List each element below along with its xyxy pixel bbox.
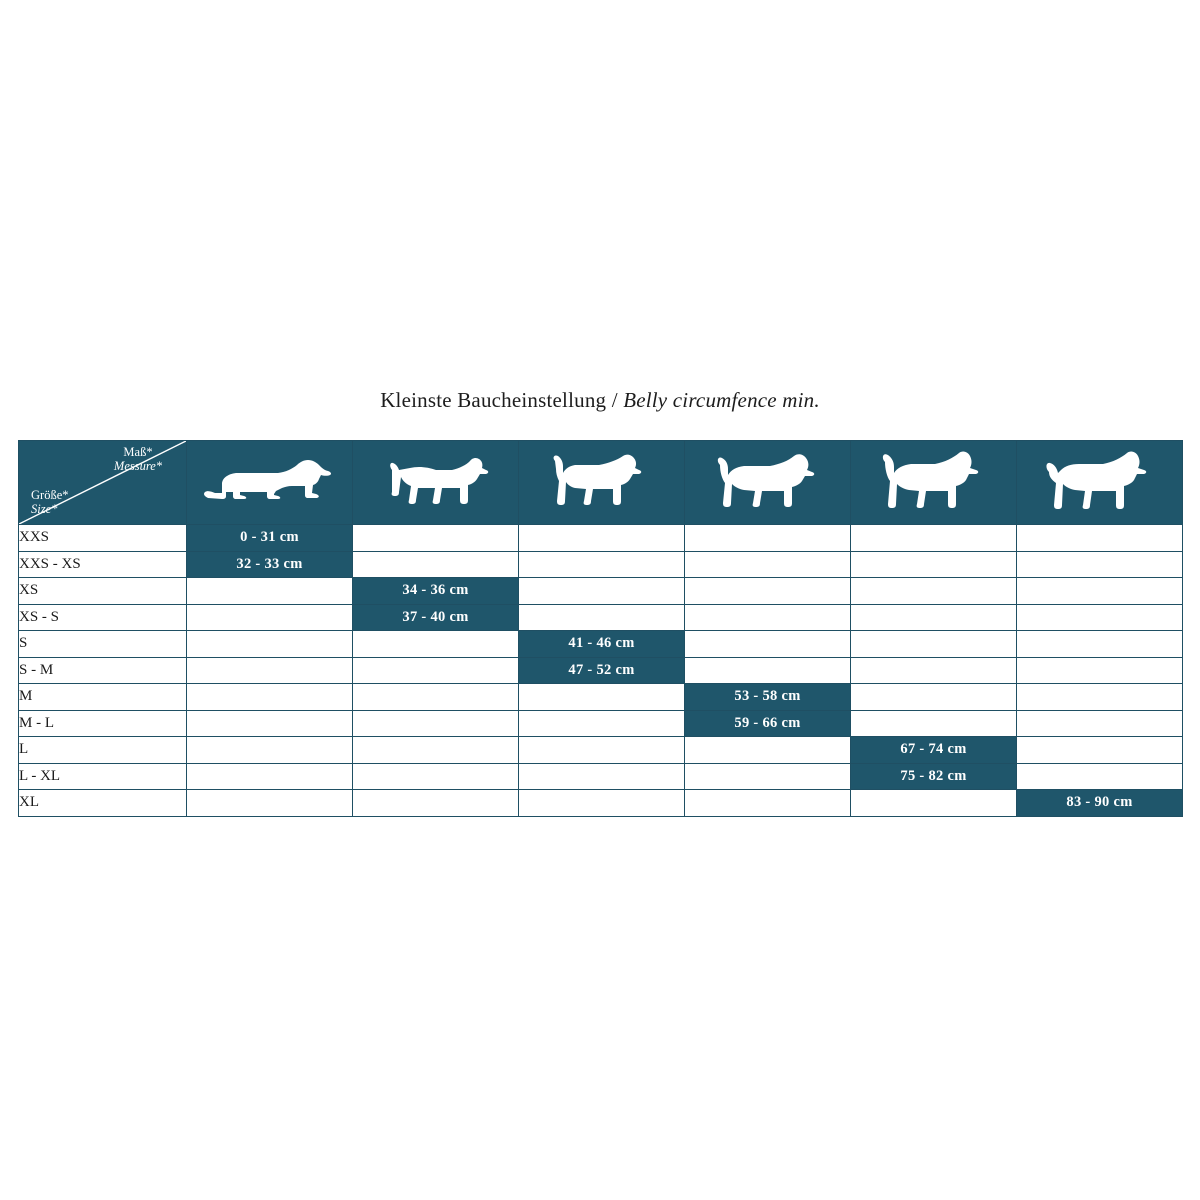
table-row (19, 551, 1183, 578)
chart-title-english: Belly circumfence min. (623, 388, 820, 412)
empty-cell (353, 551, 519, 578)
row-size-label: XXS - XS (19, 551, 187, 578)
empty-cell (851, 790, 1017, 817)
empty-cell (851, 604, 1017, 631)
dachshund-silhouette-icon (200, 454, 340, 512)
empty-cell (1017, 710, 1183, 737)
table-row (19, 710, 1183, 737)
empty-cell (1017, 684, 1183, 711)
row-size-label: XXS (19, 525, 187, 552)
table-row (19, 657, 1183, 684)
empty-cell (519, 737, 685, 764)
header-dog-column-2 (353, 441, 519, 525)
empty-cell (519, 684, 685, 711)
beagle-silhouette-icon (541, 451, 663, 515)
row-value-cell: 37 - 40 cm (353, 604, 519, 631)
empty-cell (519, 710, 685, 737)
empty-cell (353, 737, 519, 764)
chart-title-german: Kleinste Baucheinstellung (380, 388, 607, 412)
header-size-label (31, 488, 69, 516)
empty-cell (685, 631, 851, 658)
empty-cell (1017, 578, 1183, 605)
empty-cell (851, 710, 1017, 737)
header-measure-label-en: Messure* (113, 459, 163, 473)
row-size-label: M - L (19, 710, 187, 737)
empty-cell (353, 710, 519, 737)
empty-cell (187, 684, 353, 711)
empty-cell (1017, 631, 1183, 658)
empty-cell (187, 604, 353, 631)
empty-cell (187, 763, 353, 790)
row-size-label: M (19, 684, 187, 711)
row-value-cell: 75 - 82 cm (851, 763, 1017, 790)
row-value-cell: 59 - 66 cm (685, 710, 851, 737)
empty-cell (353, 763, 519, 790)
empty-cell (1017, 737, 1183, 764)
empty-cell (519, 790, 685, 817)
table-row (19, 604, 1183, 631)
empty-cell (685, 737, 851, 764)
empty-cell (187, 790, 353, 817)
empty-cell (353, 684, 519, 711)
header-size-label-en: Size* (31, 502, 58, 516)
terrier-silhouette-icon (376, 452, 496, 514)
empty-cell (685, 551, 851, 578)
empty-cell (685, 763, 851, 790)
row-size-label: S - M (19, 657, 187, 684)
empty-cell (1017, 525, 1183, 552)
table-header-row (19, 441, 1183, 525)
empty-cell (685, 790, 851, 817)
empty-cell (187, 578, 353, 605)
row-value-cell: 34 - 36 cm (353, 578, 519, 605)
row-size-label: XL (19, 790, 187, 817)
header-dog-column-3 (519, 441, 685, 525)
empty-cell (1017, 763, 1183, 790)
empty-cell (519, 763, 685, 790)
header-corner-cell (19, 441, 187, 525)
empty-cell (851, 578, 1017, 605)
header-measure-label (100, 445, 176, 473)
empty-cell (187, 631, 353, 658)
empty-cell (353, 631, 519, 658)
table-row (19, 684, 1183, 711)
empty-cell (187, 710, 353, 737)
row-size-label: L (19, 737, 187, 764)
table-row (19, 525, 1183, 552)
header-dog-column-4 (685, 441, 851, 525)
row-value-cell: 47 - 52 cm (519, 657, 685, 684)
row-value-cell: 0 - 31 cm (187, 525, 353, 552)
row-size-label: XS - S (19, 604, 187, 631)
table-row (19, 578, 1183, 605)
empty-cell (1017, 551, 1183, 578)
header-measure-label-de: Maß* (123, 445, 153, 459)
table-row (19, 790, 1183, 817)
chart-title-separator: / (611, 388, 618, 412)
row-value-cell: 41 - 46 cm (519, 631, 685, 658)
empty-cell (1017, 657, 1183, 684)
empty-cell (187, 737, 353, 764)
empty-cell (851, 551, 1017, 578)
table-row (19, 631, 1183, 658)
row-value-cell: 67 - 74 cm (851, 737, 1017, 764)
row-size-label: XS (19, 578, 187, 605)
schnauzer-silhouette-icon (704, 451, 832, 515)
empty-cell (685, 578, 851, 605)
empty-cell (685, 604, 851, 631)
header-dog-column-5 (851, 441, 1017, 525)
empty-cell (851, 631, 1017, 658)
empty-cell (353, 790, 519, 817)
header-dog-column-1 (187, 441, 353, 525)
row-size-label: S (19, 631, 187, 658)
chart-title (0, 388, 1200, 413)
empty-cell (519, 604, 685, 631)
header-size-label-de: Größe* (31, 488, 69, 502)
empty-cell (519, 551, 685, 578)
size-table (18, 440, 1183, 817)
table-row (19, 763, 1183, 790)
empty-cell (519, 578, 685, 605)
row-value-cell: 53 - 58 cm (685, 684, 851, 711)
empty-cell (519, 525, 685, 552)
empty-cell (1017, 604, 1183, 631)
shepherd-silhouette-icon (871, 450, 997, 516)
row-value-cell: 32 - 33 cm (187, 551, 353, 578)
size-table-container (18, 440, 1182, 817)
empty-cell (851, 684, 1017, 711)
empty-cell (187, 657, 353, 684)
empty-cell (685, 657, 851, 684)
empty-cell (685, 525, 851, 552)
table-row (19, 737, 1183, 764)
row-value-cell: 83 - 90 cm (1017, 790, 1183, 817)
header-dog-column-6 (1017, 441, 1183, 525)
empty-cell (851, 525, 1017, 552)
empty-cell (353, 657, 519, 684)
great-dane-silhouette-icon (1035, 450, 1165, 516)
empty-cell (851, 657, 1017, 684)
empty-cell (353, 525, 519, 552)
row-size-label: L - XL (19, 763, 187, 790)
